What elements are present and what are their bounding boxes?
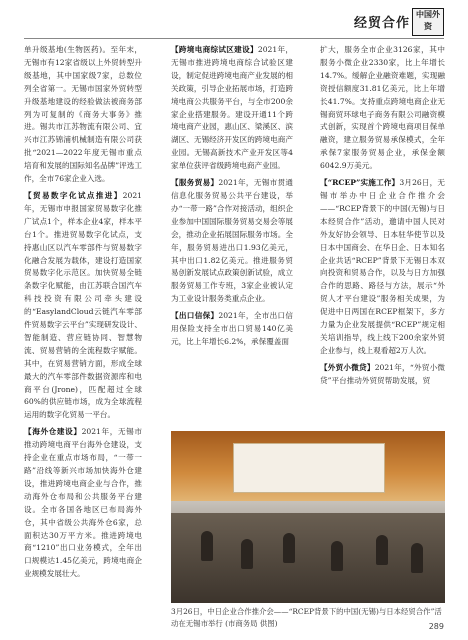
paragraph xyxy=(171,177,293,306)
photo-banner-screen xyxy=(233,443,385,493)
photo-person xyxy=(241,539,253,569)
photo-person xyxy=(283,533,295,563)
photo-person xyxy=(411,543,423,573)
paragraph-text: 2021年，无锡市推动跨境电商平台海外仓建设，支持企业在重点市场布局，“一带一路”沿线等新兴市场加快海外仓建设，推进跨境电商企业与合作，推动海外仓布局和公共服务平台建设。全市各国各地区已布局海外仓，其中省级公共海外仓6家，总面积达30万平方米。推进跨境电商“1210”出口业务模式，全年出口规模达1.45亿美元，跨境电商企业规模发展壮大。 xyxy=(24,427,143,579)
photo-person xyxy=(331,541,343,571)
section-title: 经贸合作 xyxy=(353,16,410,31)
column-3 xyxy=(320,44,445,392)
paragraph-text: 2021年，“外贸小微贷”平台推动外贸贸帮助发展，贸 xyxy=(320,362,445,385)
photo-caption: 3月26日，中日企业合作推介会——“RCEP背景下的中国(无锡)与日本经贸合作”活动在无锡市举行 (市商务局 供图) xyxy=(171,607,442,628)
column-1 xyxy=(24,44,142,585)
section-heading: 【跨境电商综试区建设】 xyxy=(171,45,258,54)
section-heading: 【服务贸易】 xyxy=(171,178,219,188)
paragraph-text: 2021年，无锡市贯通信息化服务贸易公共平台建设，举办“一带一路”合作对接活动，组织企业参加中国国际服务贸易交易会等展会，推动企业拓展国际服务市场。全年，服务贸易进出口1.93亿美元，其中出口1.82亿美元。推进服务贸易创新发展试点政策创新试验，成立服务贸易工作专班，3家企业被认定为工业设计服务类重点企业。 xyxy=(171,178,294,304)
photo-person xyxy=(201,531,213,561)
paragraph: 扩大，服务全市企业3126家，其中服务小微企业2330家，比上年增长14.7%。缓解企业融资难题，实现融资授信额度31.81亿美元，比上年增长41.7%。支持重点跨境电商企业无锡商贸环球电子商务有限公司融资模式创新，实现首个跨境电商项目保单融资，建立服务贸易承保模式，全年承保7家服务贸易企业，承保金额6042.9万美元。 xyxy=(320,45,445,171)
section-heading: 【“RCEP”实施工作】 xyxy=(320,178,400,188)
paragraph xyxy=(171,310,293,349)
paragraph-text: 2021年，全市出口信用保险支持全市出口贸易140亿美元，比上年增长6.2%，承保覆盖面 xyxy=(171,311,294,346)
paragraph: 单升级基地(生物医药)。至年末，无锡市有12家省级以上外贸转型升级基地，其中国家级7家，总数位列全省第一。无锡市国家外贸转型升级基地建设的经验做法被商务部列为可复制的《商务大事务》推进。锡共市江苏物流有限公司、宜兴市江苏锦浦机械制造有限公司获批“2021—2022年度无锡市重点培育和发展的国际知名品牌”评选工作，全市76家企业入选。 xyxy=(24,45,142,184)
section-heading: 【外贸小微贷】 xyxy=(320,362,375,372)
journal-logo xyxy=(412,8,444,36)
paragraph-text: 2021年，无锡市推进跨境电商综合试验区建设，制定促进跨境电商产业发展的相关政策，引导企业拓展市场，打造跨境电商公共服务平台，与全市200余家企业搭建服务。建设开通11个跨境电商产业园，惠山区、梁溪区、滨湖区、无锡经济开发区的跨境电商产业园。无锡高新技术产业开发区等4家单位获评省级跨境电商产业园。 xyxy=(171,45,293,171)
paragraph xyxy=(24,426,142,581)
logo-text: 中国外资 xyxy=(416,10,440,31)
photo-person xyxy=(376,535,388,565)
section-heading: 【贸易数字化试点推进】 xyxy=(24,190,123,200)
column-2 xyxy=(171,44,293,353)
section-heading: 【海外仓建设】 xyxy=(24,427,82,437)
header-divider xyxy=(24,38,444,39)
page-number: 289 xyxy=(428,622,444,631)
section-heading: 【出口信保】 xyxy=(171,311,219,321)
paragraph xyxy=(24,190,142,422)
page-header xyxy=(0,0,468,44)
event-photo xyxy=(171,431,445,603)
paragraph xyxy=(171,44,293,173)
paragraph xyxy=(320,362,445,388)
paragraph xyxy=(320,177,445,358)
paragraph-text: 3月26日，无锡市举办中日企业合作推介会——“RCEP背景下的中国(无锡)与日本经贸合作”活动，邀请中国人民对外友好协会领导、日本驻华使节以及日本中国商会、在华日企、日本知名企业共话“RCEP”背景下无锡日本双向投资和贸易合作，以及与日方加强合作的思路、路径与方法，展示“外贸人才平台建设”服务相关成果，为促进中日两国在RCEP框架下，多方力量为企业发展提供“RCEP”规定相关培训指导，线上线下200余家外贸企业参与，线上观看超2万人次。 xyxy=(320,178,446,355)
paragraph-text: 2021年，无锡市申报国家贸易数字化推广试点1个，样本企业4家，样本平台1个。推进贸易数字化试点，支持惠山区以汽车零部件与贸易数字化融合发展为载体，建设打造国家贸易数字化示范区。加快贸易全链条数字化赋能，由江苏联合国汽车科技投资有限公司牵头建设的“EasylandCloud云链汽车零部件贸易数字云平台”实现研发设计、智能制造、营应链协同、智慧物流、贸易营销的全流程数字赋能。其中，在贸易营销方面，形成全球最大的汽车零部件数据资源库和电商平台(Jrone)，匹配超过全球60%的供应链市场，成为全球流程运用的数字化贸易一平台。 xyxy=(24,190,142,420)
